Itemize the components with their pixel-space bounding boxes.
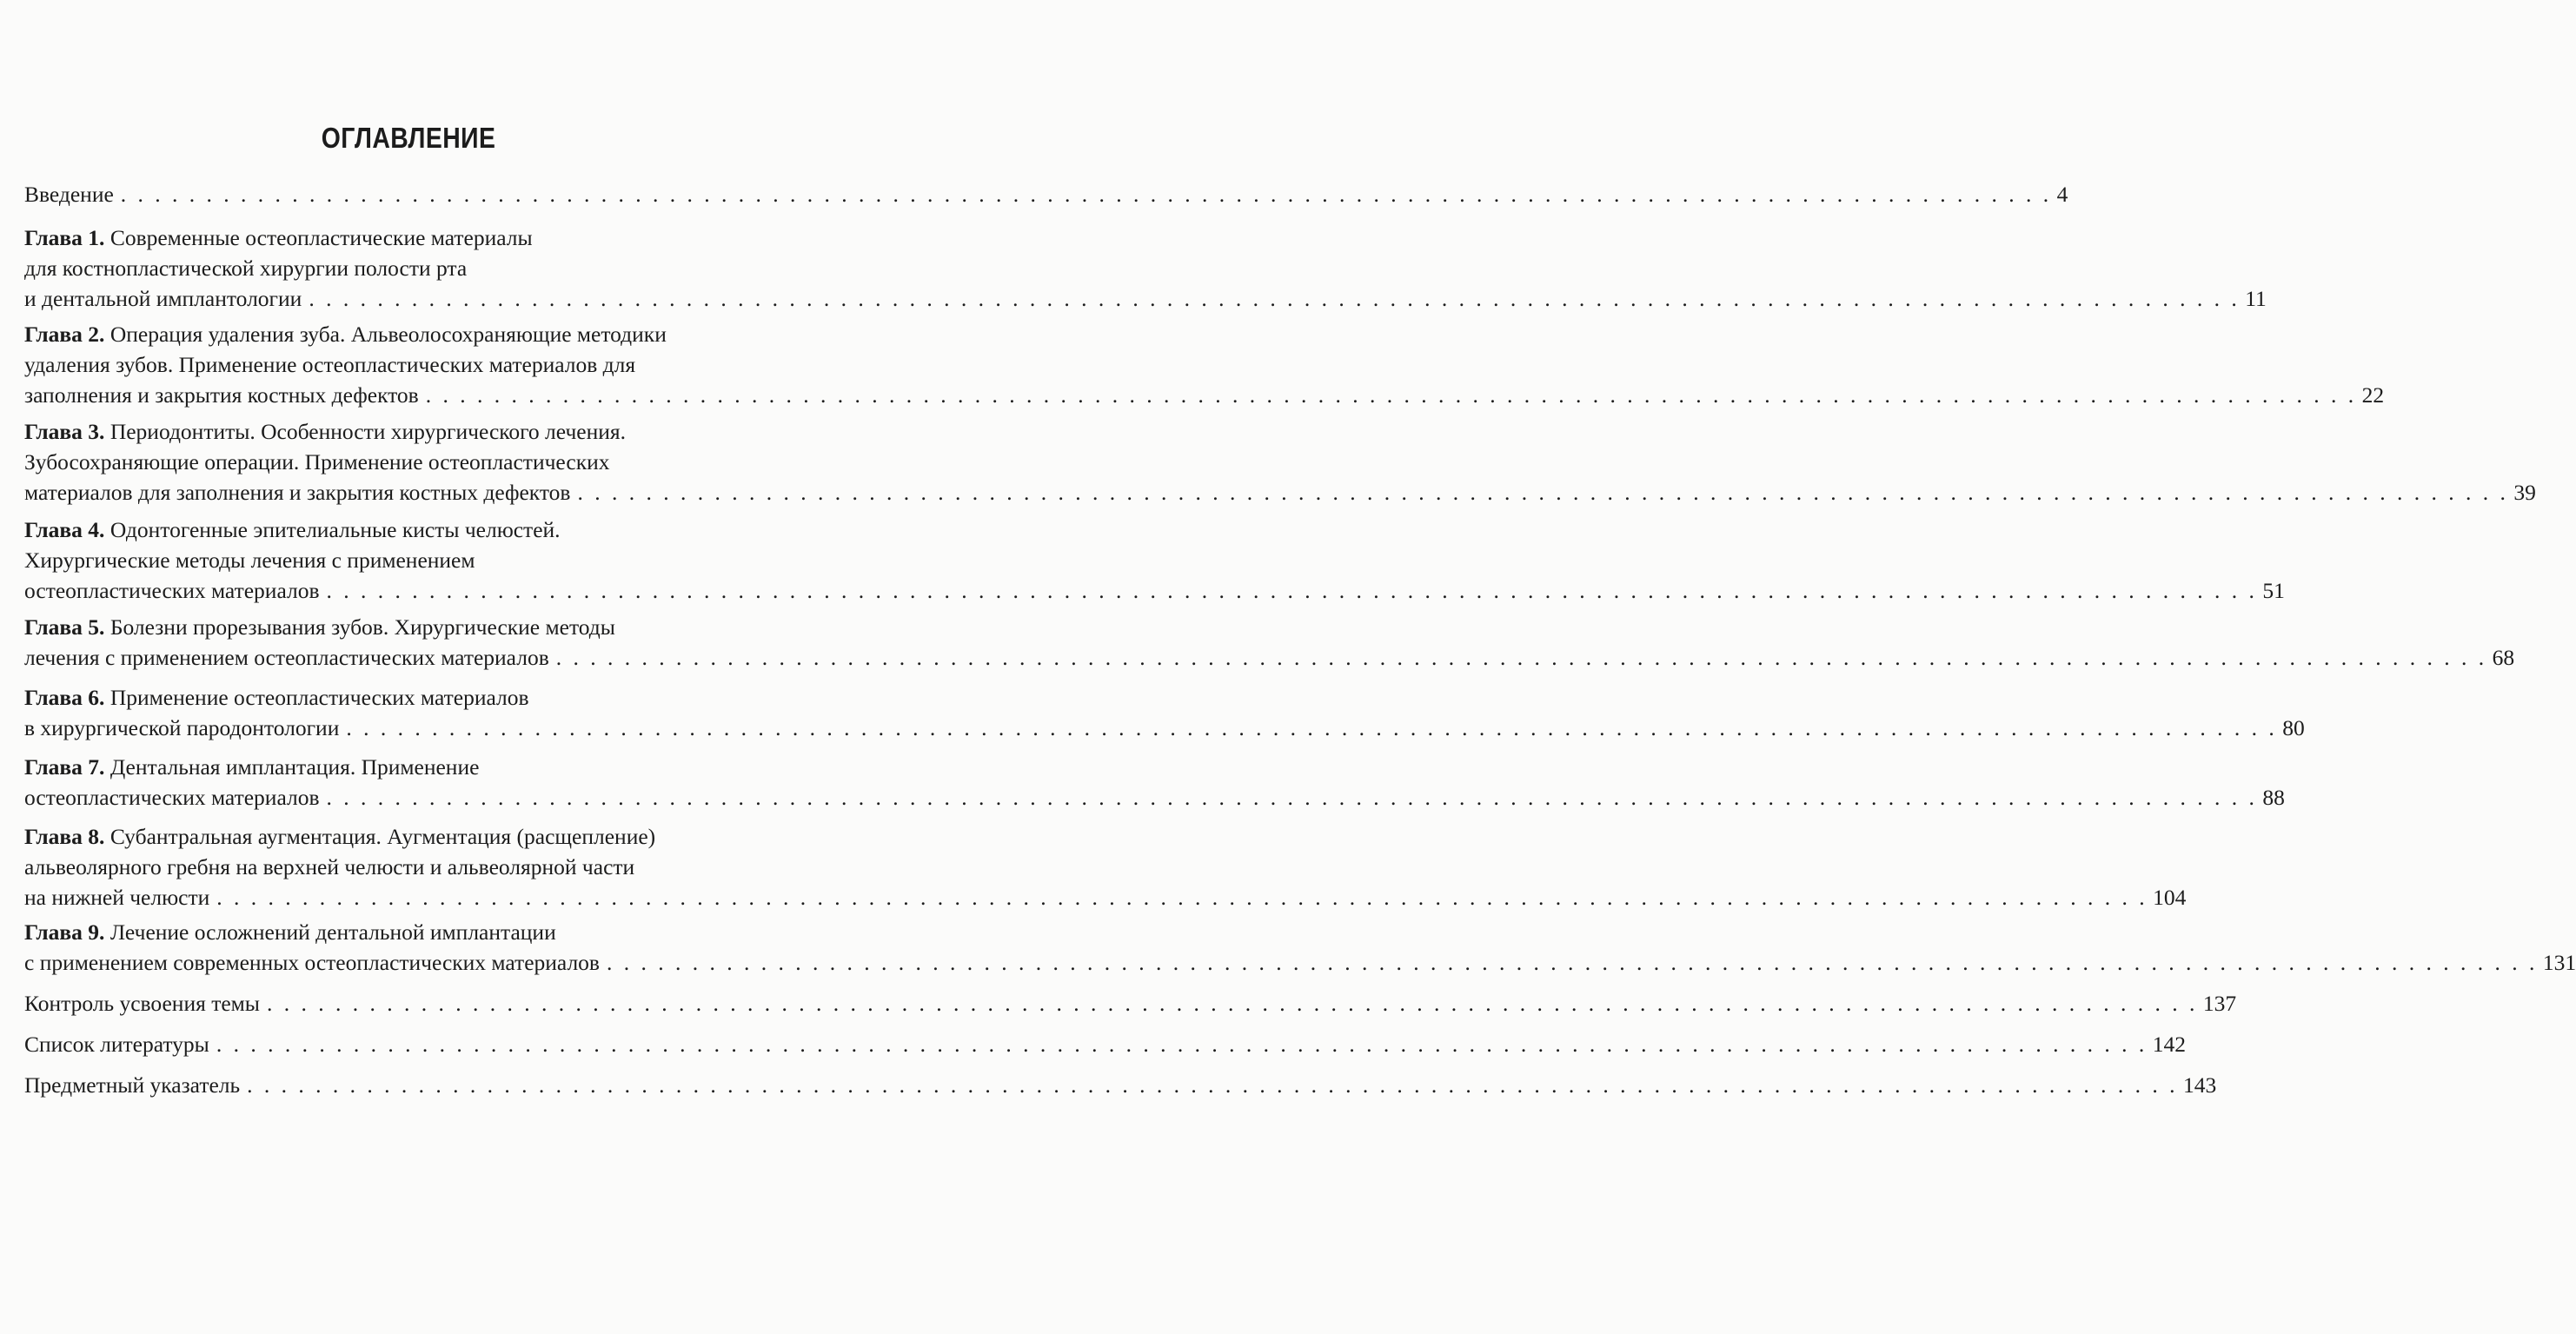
toc-line: Хирургические методы лечения с применением [24, 548, 475, 573]
dot-leader: . . . . . . . . . . . . . . . . . . . . . . . . . . . . . . . . . . . . . . . . . . . . . . . . . . . . . . . . . . . . . . . . . . . . . . . . . . . . . . . . . . . . . . . . . . . . . . . . . . . . . . . . . . . . . . . . . [266, 991, 2198, 1016]
entry-text: Дентальная имплантация. Применение [110, 754, 480, 780]
page-number: 22 [2361, 382, 2385, 408]
entry-text: на нижней челюсти [24, 885, 210, 910]
toc-entry-intro[interactable] [24, 179, 2068, 209]
page-number: 104 [2153, 885, 2187, 910]
toc-line: для костнопластической хирургии полости рта [24, 256, 468, 281]
entry-text: Список литературы [24, 1032, 209, 1057]
entry-text: материалов для заполнения и закрытия костных дефектов [24, 480, 571, 505]
dot-leader: . . . . . . . . . . . . . . . . . . . . . . . . . . . . . . . . . . . . . . . . . . . . . . . . . . . . . . . . . . . . . . . . . . . . . . . . . . . . . . . . . . . . . . . . . . . . . . . . . . . . . . . . . . . . . . . . . [309, 286, 2241, 311]
entry-text: Периодонтиты. Особенности хирургического лечения. [110, 419, 626, 444]
toc-line [24, 947, 2576, 978]
toc-entry-index[interactable] [24, 1070, 2217, 1100]
toc-line [24, 1070, 2217, 1100]
entry-text: в хирургической пародонтологии [24, 715, 340, 740]
entry-text: Субантральная аугментация. Аугментация (расщепление) [110, 824, 656, 849]
toc-line: альвеолярного гребня на верхней челюсти и альвеолярной части [24, 854, 635, 879]
dot-leader: . . . . . . . . . . . . . . . . . . . . . . . . . . . . . . . . . . . . . . . . . . . . . . . . . . . . . . . . . . . . . . . . . . . . . . . . . . . . . . . . . . . . . . . . . . . . . . . . . . . . . . . . . . . . . . . . . [577, 480, 2509, 505]
toc-entry-chapter-7[interactable] [24, 752, 2285, 813]
toc-entry-references[interactable] [24, 1029, 2186, 1059]
toc-line [24, 319, 796, 349]
toc-line [24, 642, 2515, 673]
toc-entry-chapter-5[interactable] [24, 612, 2515, 673]
entry-text: Предметный указатель [24, 1072, 241, 1098]
dot-leader: . . . . . . . . . . . . . . . . . . . . . . . . . . . . . . . . . . . . . . . . . . . . . . . . . . . . . . . . . . . . . . . . . . . . . . . . . . . . . . . . . . . . . . . . . . . . . . . . . . . . . . . . . . . . . . . . . [555, 645, 2487, 670]
toc-entry-self-check[interactable] [24, 988, 2237, 1019]
chapter-label: Глава 4. [24, 517, 105, 542]
toc-line [24, 514, 796, 545]
entry-text: заполнения и закрытия костных дефектов [24, 382, 419, 408]
toc-line [24, 782, 2285, 813]
page-number: 142 [2152, 1032, 2186, 1057]
toc-line [24, 713, 2305, 743]
entry-text: Одонтогенные эпителиальные кисты челюстей. [110, 517, 561, 542]
toc-line [24, 179, 2068, 209]
toc-line [24, 477, 2536, 508]
entry-text: Болезни прорезывания зубов. Хирургические методы [110, 614, 615, 640]
page-title: ОГЛАВЛЕНИЕ [321, 122, 496, 154]
page-number: 131 [2542, 950, 2576, 975]
dot-leader: . . . . . . . . . . . . . . . . . . . . . . . . . . . . . . . . . . . . . . . . . . . . . . . . . . . . . . . . . . . . . . . . . . . . . . . . . . . . . . . . . . . . . . . . . . . . . . . . . . . . . . . . . . . . . . . . . [216, 1032, 2148, 1057]
entry-text: остеопластических материалов [24, 785, 320, 810]
toc-line [24, 917, 796, 947]
chapter-label: Глава 5. [24, 614, 105, 640]
entry-text: Контроль усвоения темы [24, 991, 260, 1016]
toc-line [24, 416, 796, 447]
toc-entry-chapter-6[interactable] [24, 682, 2305, 743]
dot-leader: . . . . . . . . . . . . . . . . . . . . . . . . . . . . . . . . . . . . . . . . . . . . . . . . . . . . . . . . . . . . . . . . . . . . . . . . . . . . . . . . . . . . . . . . . . . . . . . . . . . . . . . . . . . . . . . . . [326, 578, 2258, 603]
page-number: 143 [2183, 1072, 2217, 1098]
page-number: 39 [2513, 480, 2536, 505]
page-number: 51 [2262, 578, 2285, 603]
chapter-label: Глава 9. [24, 919, 105, 945]
dot-leader: . . . . . . . . . . . . . . . . . . . . . . . . . . . . . . . . . . . . . . . . . . . . . . . . . . . . . . . . . . . . . . . . . . . . . . . . . . . . . . . . . . . . . . . . . . . . . . . . . . . . . . . . . . . . . . . . . [326, 785, 2258, 810]
entry-text: Лечение осложнений дентальной имплантации [110, 919, 556, 945]
dot-leader: . . . . . . . . . . . . . . . . . . . . . . . . . . . . . . . . . . . . . . . . . . . . . . . . . . . . . . . . . . . . . . . . . . . . . . . . . . . . . . . . . . . . . . . . . . . . . . . . . . . . . . . . . . . . . . . . . [346, 715, 2278, 740]
page-number: 11 [2245, 286, 2267, 311]
entry-text: Современные остеопластические материалы [110, 225, 533, 250]
page-number: 4 [2056, 182, 2068, 207]
toc-entry-chapter-3[interactable] [24, 416, 2536, 508]
page-number: 137 [2202, 991, 2237, 1016]
entry-text: остеопластических материалов [24, 578, 320, 603]
chapter-label: Глава 6. [24, 685, 105, 710]
entry-text: Введение [24, 182, 114, 207]
dot-leader: . . . . . . . . . . . . . . . . . . . . . . . . . . . . . . . . . . . . . . . . . . . . . . . . . . . . . . . . . . . . . . . . . . . . . . . . . . . . . . . . . . . . . . . . . . . . . . . . . . . . . . . . . . . . . . . . . [606, 950, 2538, 975]
toc-line [24, 1029, 2186, 1059]
toc-line [24, 821, 796, 852]
entry-text: лечения с применением остеопластических материалов [24, 645, 549, 670]
toc-line [24, 222, 796, 253]
toc-entry-chapter-2[interactable] [24, 319, 2385, 410]
page-number: 88 [2262, 785, 2285, 810]
toc-line [24, 283, 2267, 314]
toc-line: Зубосохраняющие операции. Применение остеопластических [24, 449, 610, 475]
chapter-label: Глава 8. [24, 824, 105, 849]
chapter-label: Глава 1. [24, 225, 105, 250]
toc-line [24, 612, 796, 642]
entry-text: и дентальной имплантологии [24, 286, 302, 311]
entry-text: Операция удаления зуба. Альвеолосохраняющие методики [110, 322, 667, 347]
toc-line [24, 575, 2285, 606]
toc-line [24, 988, 2237, 1019]
toc-entry-chapter-1[interactable] [24, 222, 2267, 314]
dot-leader: . . . . . . . . . . . . . . . . . . . . . . . . . . . . . . . . . . . . . . . . . . . . . . . . . . . . . . . . . . . . . . . . . . . . . . . . . . . . . . . . . . . . . . . . . . . . . . . . . . . . . . . . . . . . . . . . . [425, 382, 2357, 408]
chapter-label: Глава 3. [24, 419, 105, 444]
toc-line [24, 752, 796, 782]
dot-leader: . . . . . . . . . . . . . . . . . . . . . . . . . . . . . . . . . . . . . . . . . . . . . . . . . . . . . . . . . . . . . . . . . . . . . . . . . . . . . . . . . . . . . . . . . . . . . . . . . . . . . . . . . . . . . . . . . [120, 182, 2052, 207]
entry-text: с применением современных остеопластических материалов [24, 950, 600, 975]
toc-entry-chapter-8[interactable] [24, 821, 2187, 913]
entry-text: Применение остеопластических материалов [110, 685, 529, 710]
toc-line: удаления зубов. Применение остеопластических материалов для [24, 352, 636, 377]
page-number: 80 [2282, 715, 2305, 740]
dot-leader: . . . . . . . . . . . . . . . . . . . . . . . . . . . . . . . . . . . . . . . . . . . . . . . . . . . . . . . . . . . . . . . . . . . . . . . . . . . . . . . . . . . . . . . . . . . . . . . . . . . . . . . . . . . . . . . . . [247, 1072, 2179, 1098]
page-number: 68 [2492, 645, 2515, 670]
toc-entry-chapter-4[interactable] [24, 514, 2285, 606]
toc-line [24, 882, 2187, 913]
toc-line [24, 682, 796, 713]
toc-entry-chapter-9[interactable] [24, 917, 2576, 978]
toc-line [24, 380, 2385, 410]
chapter-label: Глава 2. [24, 322, 105, 347]
chapter-label: Глава 7. [24, 754, 105, 780]
dot-leader: . . . . . . . . . . . . . . . . . . . . . . . . . . . . . . . . . . . . . . . . . . . . . . . . . . . . . . . . . . . . . . . . . . . . . . . . . . . . . . . . . . . . . . . . . . . . . . . . . . . . . . . . . . . . . . . . . [216, 885, 2148, 910]
